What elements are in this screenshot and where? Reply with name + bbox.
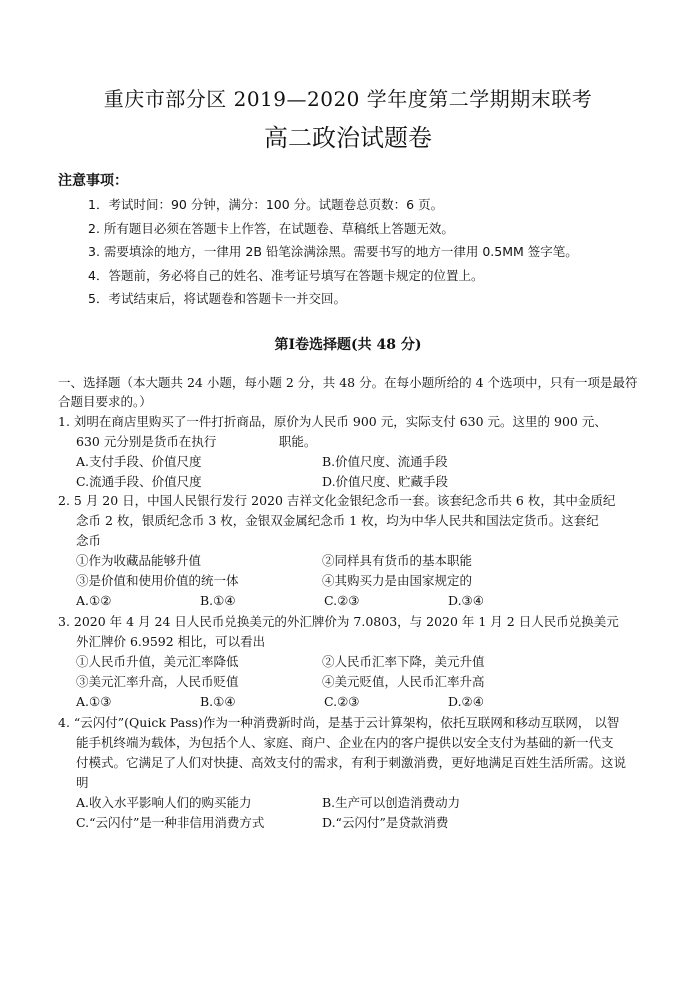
question-stem-line: 明 [76,775,89,790]
option-d: D.③④ [448,593,484,608]
statement-1: ①作为收藏品能够升值 [76,553,202,568]
question-stem-line: 2. 5 月 20 日，中国人民银行发行 2020 吉祥文化金银纪念币一套。该套纪念币共 6 枚，其中金质纪 [58,493,616,508]
exam-subtitle: 高二政治试题卷 [264,124,432,152]
statement-row [58,571,658,591]
note-item: 1．考试时间：90 分钟，满分：100 分。试题卷总页数：6 页。 [88,197,444,212]
question-2 [58,491,658,611]
statement-2: ②人民币汇率下降，美元升值 [322,654,485,669]
option-a: A.①② [76,593,112,608]
statement-2: ②同样具有货币的基本职能 [322,553,473,568]
option-c: C.“云闪付”是一种非信用消费方式 [76,815,265,830]
question-stem-line: 3. 2020 年 4 月 24 日人民币兑换美元的外汇牌价为 7.0803，与 2020 年 1 月 2 日人民币兑换美元 [58,614,619,629]
option-b: B.①④ [200,593,236,608]
statement-row [58,652,658,672]
statement-1: ①人民币升值，美元汇率降低 [76,654,239,669]
question-stem-line: 念币 [76,533,102,548]
notes-heading: 注意事项： [58,173,128,189]
option-d: D.②④ [448,694,484,709]
option-d: D.“云闪付”是贷款消费 [322,815,449,830]
note-item: 5．考试结束后，将试题卷和答题卡一并交回。 [88,291,346,307]
question-stem-line: 付模式。它满足了人们对快捷、高效支付的需求，有利于刺激消费，更好地满足百姓生活所需。这说 [76,755,627,770]
question-stem-line: 1. 刘明在商店里购买了一件打折商品，原价为人民币 900 元，实际支付 630 元。这里的 900 元、 [58,414,607,429]
option-row [58,591,658,611]
note-item: 2. 所有题目必须在答题卡上作答，在试题卷、草稿纸上答题无效。 [88,220,454,236]
exam-title: 重庆市部分区 2019—2020 学年度第二学期期末联考 [103,87,593,111]
question-stem-line: 4. “云闪付”(Quick Pass)作为一种消费新时尚，是基于云计算架构，依托互联网和移动互联网， 以智 [58,715,620,730]
statement-3: ③美元汇率升高，人民币贬值 [76,674,239,689]
notes-list [88,193,578,311]
section-instructions: 一、选择题（本大题共 24 小题，每小题 2 分，共 48 分。在每小题所给的 4 个选项中，只有一项是最符合题目要求的。） [58,375,638,409]
statement-3: ③是价值和使用价值的统一体 [76,573,239,588]
option-b: B.价值尺度、流通手段 [322,454,448,469]
option-c: C.②③ [324,593,360,608]
option-row [58,452,658,472]
question-stem-line: 能手机终端为载体，为包括个人、家庭、商户、企业在内的客户提供以安全支付为基础的新一代支 [76,735,614,750]
statement-row [58,551,658,571]
option-a: A.支付手段、价值尺度 [76,454,202,469]
option-b: B.生产可以创造消费动力 [322,795,461,810]
option-b: B.①④ [200,694,236,709]
option-d: D.价值尺度、贮藏手段 [322,474,449,489]
option-a: A.收入水平影响人们的购买能力 [76,795,252,810]
question-1 [58,412,658,492]
option-c: C.②③ [324,694,360,709]
question-stem-line: 外汇牌价 6.9592 相比，可以看出 [76,634,266,649]
statement-row [58,672,658,692]
option-row [58,472,658,492]
option-c: C.流通手段、价值尺度 [76,474,202,489]
statement-4: ④其购买力是由国家规定的 [322,573,473,588]
option-row [58,813,658,833]
note-item: 3. 需要填涂的地方，一律用 2B 铅笔涂满涂黑。需要书写的地方一律用 0.5MM 签字笔。 [88,244,578,260]
option-a: A.①③ [76,694,112,709]
question-stem-line: 630 元分别是货币在执行 职能。 [76,434,317,449]
question-4 [58,713,658,833]
question-3 [58,612,658,712]
option-row [58,692,658,712]
note-item: 4．答题前，务必将自己的姓名、准考证号填写在答题卡规定的位置上。 [88,267,484,283]
section-title: 第Ⅰ卷选择题(共 48 分) [274,337,422,353]
question-stem-line: 念币 2 枚，银质纪念币 3 枚，金银双金属纪念币 1 枚，均为中华人民共和国法定货币。这套纪 [76,513,599,528]
statement-4: ④美元贬值，人民币汇率升高 [322,674,485,689]
option-row [58,793,658,813]
